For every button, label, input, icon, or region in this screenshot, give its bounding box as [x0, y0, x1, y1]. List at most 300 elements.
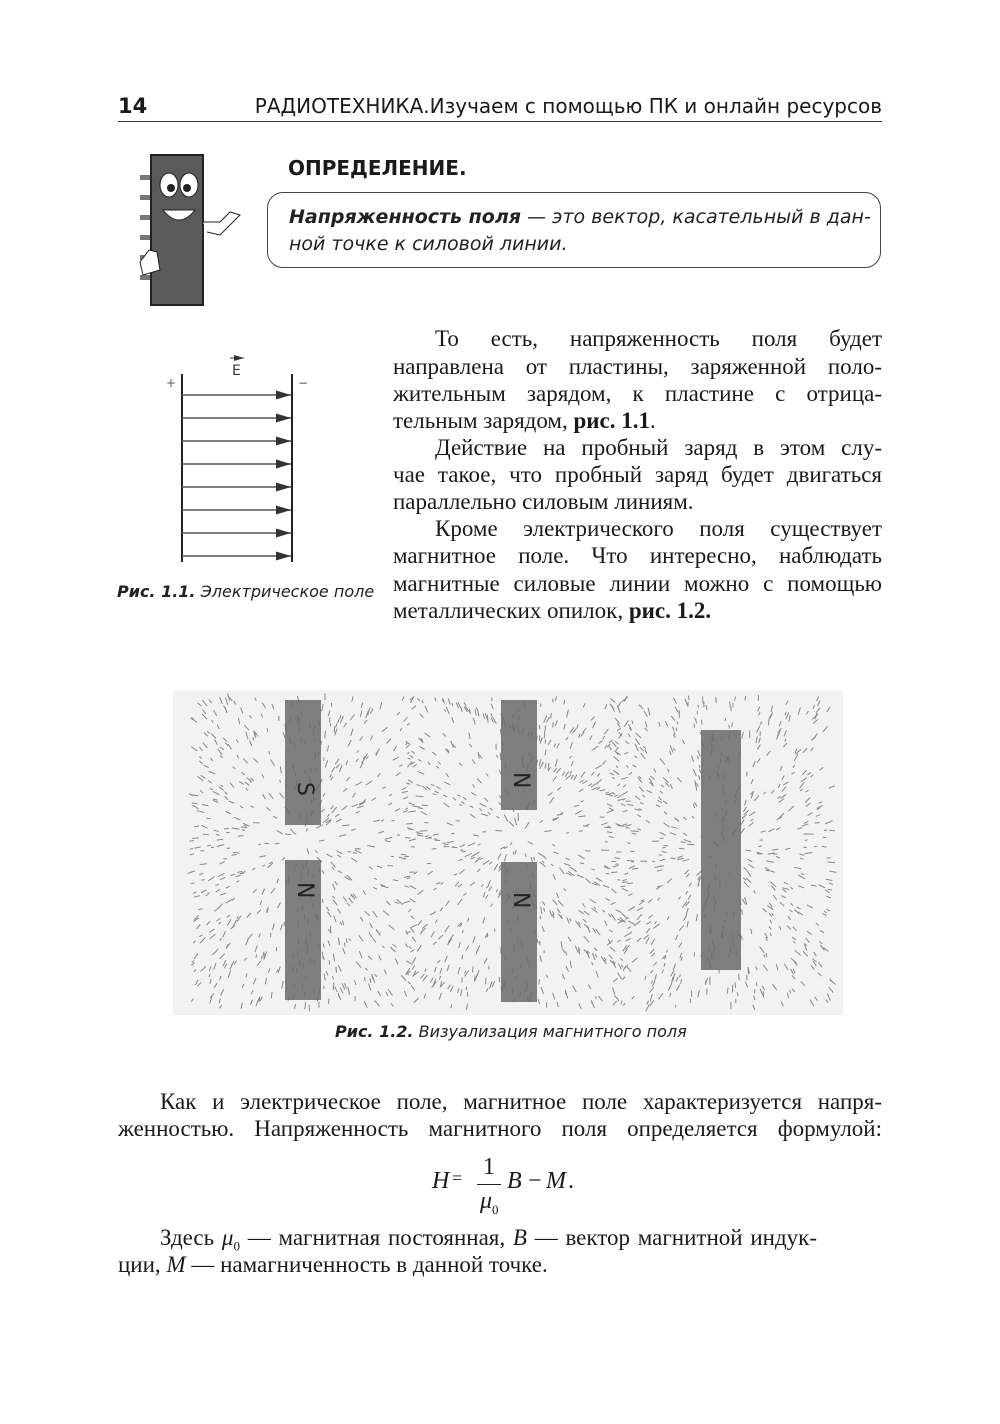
- iron-filing: [826, 896, 830, 898]
- iron-filing: [566, 991, 568, 998]
- iron-filing: [823, 726, 828, 732]
- iron-filing: [373, 820, 380, 821]
- iron-filing: [315, 851, 317, 853]
- iron-filing: [683, 915, 687, 921]
- iron-filing: [433, 794, 437, 795]
- iron-filing: [473, 784, 475, 787]
- para4-line: женностью. Напряженность магнитного поля определяется формулой:: [118, 1116, 882, 1141]
- iron-filing: [282, 857, 285, 860]
- iron-filing: [591, 772, 593, 775]
- iron-filing: [621, 1001, 622, 1005]
- definition-title: ОПРЕДЕЛЕНИЕ.: [288, 156, 467, 180]
- iron-filing: [330, 723, 331, 726]
- iron-filing: [410, 755, 413, 757]
- iron-filing: [316, 825, 323, 828]
- iron-filing: [428, 762, 430, 765]
- iron-filing: [328, 941, 330, 947]
- iron-filing: [570, 742, 572, 749]
- iron-filing: [615, 718, 620, 723]
- iron-filing: [646, 922, 651, 925]
- iron-filing: [638, 777, 642, 783]
- iron-filing: [696, 719, 697, 723]
- iron-filing: [667, 917, 668, 920]
- iron-filing: [395, 902, 400, 903]
- iron-filing: [220, 697, 223, 704]
- iron-filing: [454, 874, 458, 875]
- iron-filing: [624, 873, 628, 875]
- iron-filing: [637, 914, 642, 920]
- iron-filing: [366, 756, 369, 758]
- iron-filing: [621, 886, 626, 887]
- iron-filing: [546, 717, 549, 722]
- iron-filing: [251, 1000, 253, 1005]
- iron-filing: [272, 704, 274, 709]
- iron-filing: [462, 851, 467, 852]
- iron-filing: [474, 976, 475, 982]
- iron-filing: [327, 746, 328, 752]
- electric-field-diagram: [160, 350, 320, 565]
- iron-filing: [531, 857, 533, 861]
- iron-filing: [561, 941, 562, 948]
- iron-filing: [572, 985, 576, 991]
- iron-filing: [191, 747, 197, 751]
- iron-filing: [244, 825, 247, 826]
- iron-filing: [477, 709, 478, 716]
- iron-filing: [328, 710, 330, 716]
- iron-filing: [545, 750, 546, 756]
- iron-filing: [554, 852, 559, 853]
- iron-filing: [220, 756, 223, 758]
- iron-filing: [413, 957, 416, 963]
- iron-filing: [555, 696, 556, 701]
- iron-filing: [645, 976, 646, 980]
- iron-filing: [651, 776, 655, 779]
- iron-filing: [567, 710, 569, 718]
- iron-filing: [743, 807, 746, 812]
- iron-filing: [305, 1002, 306, 1009]
- iron-filing: [680, 953, 681, 958]
- iron-filing: [592, 953, 594, 960]
- iron-filing: [686, 874, 689, 877]
- iron-filing: [648, 708, 650, 716]
- iron-filing: [564, 700, 565, 705]
- iron-filing: [285, 834, 291, 835]
- iron-filing: [641, 753, 646, 759]
- iron-filing: [553, 875, 556, 880]
- iron-filing: [677, 858, 684, 859]
- iron-filing: [757, 726, 760, 733]
- iron-filing: [760, 722, 762, 725]
- iron-filing: [793, 969, 795, 974]
- iron-filing: [500, 753, 501, 760]
- iron-filing: [624, 935, 627, 937]
- iron-filing: [800, 858, 803, 859]
- iron-filing: [771, 886, 775, 891]
- iron-filing: [643, 746, 646, 748]
- iron-filing: [661, 785, 664, 787]
- iron-filing: [202, 709, 205, 714]
- iron-filing: [200, 966, 206, 971]
- iron-filing: [596, 878, 602, 882]
- iron-filing: [322, 899, 323, 903]
- iron-filing: [470, 806, 474, 807]
- iron-filing: [349, 938, 351, 940]
- iron-filing: [220, 954, 225, 959]
- iron-filing: [583, 903, 585, 907]
- iron-filing: [335, 814, 339, 817]
- iron-filing: [484, 958, 487, 964]
- iron-filing: [433, 942, 436, 945]
- iron-filing: [489, 862, 492, 865]
- iron-filing: [382, 787, 385, 788]
- iron-filing: [605, 704, 607, 709]
- iron-filing: [676, 728, 677, 731]
- iron-filing: [820, 767, 823, 770]
- iron-filing: [483, 861, 489, 865]
- iron-filing: [591, 908, 597, 912]
- iron-filing: [243, 758, 247, 763]
- iron-filing: [670, 833, 677, 835]
- iron-filing: [220, 862, 225, 864]
- iron-filing: [647, 1001, 649, 1005]
- iron-filing: [749, 812, 755, 816]
- iron-filing: [626, 765, 628, 767]
- iron-filing: [211, 733, 216, 738]
- para3-line: металлических опилок, рис. 1.2.: [393, 598, 712, 623]
- iron-filing: [818, 701, 821, 706]
- iron-filing: [444, 844, 449, 845]
- iron-filing: [234, 961, 237, 965]
- iron-filing: [432, 752, 436, 755]
- iron-filing: [805, 853, 813, 854]
- iron-filing: [773, 895, 777, 900]
- iron-filing: [477, 778, 482, 783]
- iron-filing: [609, 808, 613, 810]
- magnet-label: N: [508, 772, 533, 789]
- iron-filing: [741, 819, 745, 825]
- para5-line: Здесь $\mu_0$ — магнитная постоянная, B — вектор магнитной индук-: [160, 1225, 817, 1254]
- iron-filing: [496, 755, 497, 758]
- iron-filing: [749, 822, 754, 826]
- iron-filing: [242, 772, 245, 775]
- iron-filing: [284, 922, 285, 926]
- iron-filing: [468, 843, 475, 846]
- iron-filing: [326, 971, 328, 975]
- iron-filing: [544, 830, 551, 831]
- iron-filing: [650, 994, 652, 1001]
- iron-filing: [412, 806, 420, 807]
- iron-filing: [609, 914, 612, 917]
- iron-filing: [566, 858, 570, 860]
- iron-filing: [214, 983, 217, 988]
- iron-filing: [376, 929, 380, 935]
- iron-filing: [541, 907, 542, 914]
- formula-numerator: 1: [483, 1154, 495, 1180]
- iron-filing: [237, 755, 238, 758]
- iron-filing: [282, 981, 283, 989]
- iron-filing: [210, 979, 211, 983]
- iron-filing: [470, 882, 475, 886]
- iron-filing: [407, 762, 412, 768]
- iron-filing: [397, 712, 400, 715]
- formula-denominator: $\mu_0$: [480, 1188, 499, 1217]
- iron-filing: [404, 876, 410, 877]
- iron-filing: [213, 791, 220, 794]
- iron-filing: [471, 792, 476, 795]
- iron-filing: [596, 971, 598, 977]
- iron-filing: [628, 932, 632, 935]
- iron-filing: [193, 940, 195, 943]
- iron-filing: [219, 998, 220, 1003]
- iron-filing: [435, 791, 439, 793]
- iron-filing: [681, 842, 686, 843]
- magnet-bar: [285, 860, 321, 1000]
- iron-filing: [391, 856, 394, 857]
- iron-filing: [498, 853, 501, 859]
- iron-filing: [789, 715, 790, 722]
- iron-filing: [410, 886, 416, 890]
- iron-filing: [405, 808, 408, 810]
- iron-filing: [479, 808, 482, 811]
- iron-filing: [651, 939, 654, 946]
- iron-filing: [478, 752, 479, 759]
- iron-filing: [660, 832, 666, 835]
- iron-filing: [209, 929, 214, 932]
- iron-filing: [634, 921, 640, 926]
- iron-filing: [475, 709, 476, 715]
- iron-filing: [438, 762, 441, 764]
- iron-filing: [694, 802, 697, 806]
- iron-filing: [646, 937, 649, 943]
- iron-filing: [637, 908, 643, 911]
- iron-filing: [323, 957, 324, 960]
- iron-filing: [624, 752, 628, 754]
- iron-filing: [631, 831, 639, 832]
- iron-filing: [333, 954, 334, 962]
- iron-filing: [593, 928, 596, 933]
- iron-filing: [566, 833, 569, 834]
- iron-filing: [785, 848, 790, 849]
- iron-filing: [806, 790, 809, 792]
- iron-filing: [368, 956, 372, 960]
- iron-filing: [673, 727, 675, 731]
- iron-filing: [555, 720, 557, 726]
- fig-ref: рис. 1.1: [573, 408, 651, 433]
- iron-filing: [703, 696, 704, 703]
- iron-filing: [677, 722, 678, 725]
- iron-filing: [801, 981, 805, 985]
- iron-filing: [693, 804, 694, 808]
- iron-filing: [343, 920, 344, 925]
- iron-filing: [592, 746, 598, 750]
- iron-filing: [829, 871, 836, 872]
- iron-filing: [807, 772, 810, 774]
- iron-filing: [637, 815, 641, 817]
- iron-filing: [534, 857, 535, 860]
- iron-filing: [483, 917, 485, 923]
- iron-filing: [447, 965, 449, 971]
- iron-filing: [321, 809, 325, 812]
- iron-filing: [245, 782, 250, 785]
- iron-filing: [785, 712, 786, 716]
- iron-filing: [805, 798, 810, 803]
- iron-filing: [459, 942, 461, 948]
- iron-filing: [193, 892, 197, 894]
- iron-filing: [584, 911, 589, 915]
- iron-filing: [244, 958, 246, 961]
- iron-filing: [801, 778, 807, 782]
- magnet-bar: [501, 700, 537, 810]
- iron-filing: [344, 943, 345, 947]
- iron-filing: [210, 934, 216, 939]
- iron-filing: [427, 871, 432, 875]
- iron-filing: [551, 864, 554, 866]
- iron-filing: [397, 899, 403, 904]
- iron-filing: [242, 830, 245, 831]
- iron-filing: [491, 713, 492, 717]
- iron-filing: [592, 869, 595, 870]
- header-rule: [118, 121, 882, 122]
- iron-filing: [655, 921, 657, 924]
- iron-filing: [351, 858, 357, 862]
- iron-filing: [678, 856, 684, 858]
- iron-filing: [279, 793, 283, 799]
- iron-filing: [202, 700, 207, 706]
- iron-filing: [374, 878, 377, 880]
- iron-filing: [778, 796, 781, 798]
- iron-filing: [413, 764, 417, 767]
- iron-filing: [500, 795, 501, 798]
- iron-filing: [670, 858, 675, 859]
- iron-filing: [401, 787, 406, 790]
- para1-line: направлена от пластины, заряженной поло-: [393, 354, 882, 379]
- iron-filing: [435, 920, 437, 923]
- iron-filing: [216, 918, 220, 921]
- iron-filing: [570, 918, 571, 921]
- iron-filing: [261, 714, 262, 718]
- iron-filing: [419, 746, 424, 749]
- iron-filing: [262, 703, 265, 709]
- iron-filing: [466, 946, 469, 951]
- iron-filing: [790, 887, 793, 889]
- iron-filing: [421, 811, 428, 814]
- iron-filing: [627, 967, 631, 972]
- iron-filing: [557, 893, 559, 898]
- iron-filing: [581, 732, 584, 736]
- iron-filing: [689, 883, 691, 887]
- iron-filing: [294, 1004, 295, 1009]
- iron-filing: [766, 870, 769, 871]
- iron-filing: [277, 969, 279, 972]
- iron-filing: [674, 732, 675, 735]
- iron-filing: [780, 902, 784, 906]
- iron-filing: [816, 697, 818, 701]
- iron-filing: [754, 996, 755, 1000]
- iron-filing: [408, 811, 415, 812]
- iron-filing: [819, 885, 825, 888]
- iron-filing: [617, 998, 618, 1002]
- iron-filing: [745, 696, 746, 700]
- iron-filing: [473, 718, 475, 725]
- iron-filing: [439, 976, 440, 980]
- iron-filing: [496, 889, 497, 892]
- iron-filing: [781, 896, 786, 898]
- iron-filing: [283, 732, 285, 737]
- iron-filing: [443, 795, 447, 797]
- iron-filing: [377, 866, 382, 868]
- iron-filing: [525, 854, 527, 857]
- iron-filing: [574, 775, 577, 780]
- iron-filing: [481, 884, 483, 886]
- iron-filing: [247, 913, 251, 918]
- iron-filing: [606, 873, 610, 874]
- iron-filing: [579, 734, 580, 738]
- iron-filing: [554, 768, 557, 772]
- iron-filing: [340, 922, 342, 925]
- iron-filing: [682, 859, 689, 861]
- iron-filing: [579, 910, 584, 914]
- iron-filing: [436, 766, 439, 768]
- iron-filing: [194, 969, 196, 972]
- iron-filing: [198, 703, 202, 706]
- iron-filing: [756, 967, 758, 970]
- iron-filing: [770, 920, 771, 923]
- caption-number: Рис. 1.1.: [117, 582, 196, 601]
- iron-filing: [241, 827, 247, 828]
- iron-filing: [269, 751, 270, 754]
- iron-filing: [613, 865, 619, 867]
- iron-filing: [372, 911, 377, 917]
- iron-filing: [433, 834, 439, 835]
- iron-filing: [613, 770, 619, 774]
- iron-filing: [566, 952, 567, 956]
- iron-filing: [325, 760, 328, 767]
- iron-filing: [734, 697, 736, 701]
- iron-filing: [632, 721, 633, 724]
- iron-filing: [688, 895, 691, 900]
- iron-filing: [408, 758, 411, 759]
- iron-filing: [447, 823, 453, 826]
- iron-filing: [364, 1001, 367, 1008]
- iron-filing: [328, 999, 329, 1004]
- iron-filing: [801, 874, 805, 875]
- iron-filing: [676, 935, 678, 940]
- iron-filing: [754, 795, 759, 801]
- iron-filing: [414, 998, 419, 1003]
- iron-filing: [242, 984, 244, 988]
- iron-filing: [374, 974, 376, 977]
- iron-filing: [201, 890, 207, 893]
- iron-filing: [602, 910, 604, 912]
- iron-filing: [366, 781, 372, 785]
- iron-filing: [339, 995, 341, 999]
- iron-filing: [648, 915, 652, 918]
- iron-filing: [567, 917, 569, 923]
- iron-filing: [753, 761, 755, 767]
- iron-filing: [649, 987, 653, 993]
- iron-filing: [430, 912, 436, 915]
- iron-filing: [803, 951, 808, 956]
- iron-filing: [348, 987, 350, 995]
- iron-filing: [406, 783, 410, 784]
- iron-filing: [191, 963, 194, 965]
- iron-filing: [412, 965, 414, 969]
- iron-filing: [249, 715, 252, 718]
- iron-filing: [327, 854, 333, 857]
- iron-filing: [653, 924, 659, 928]
- iron-filing: [525, 822, 529, 828]
- iron-filing: [472, 966, 473, 972]
